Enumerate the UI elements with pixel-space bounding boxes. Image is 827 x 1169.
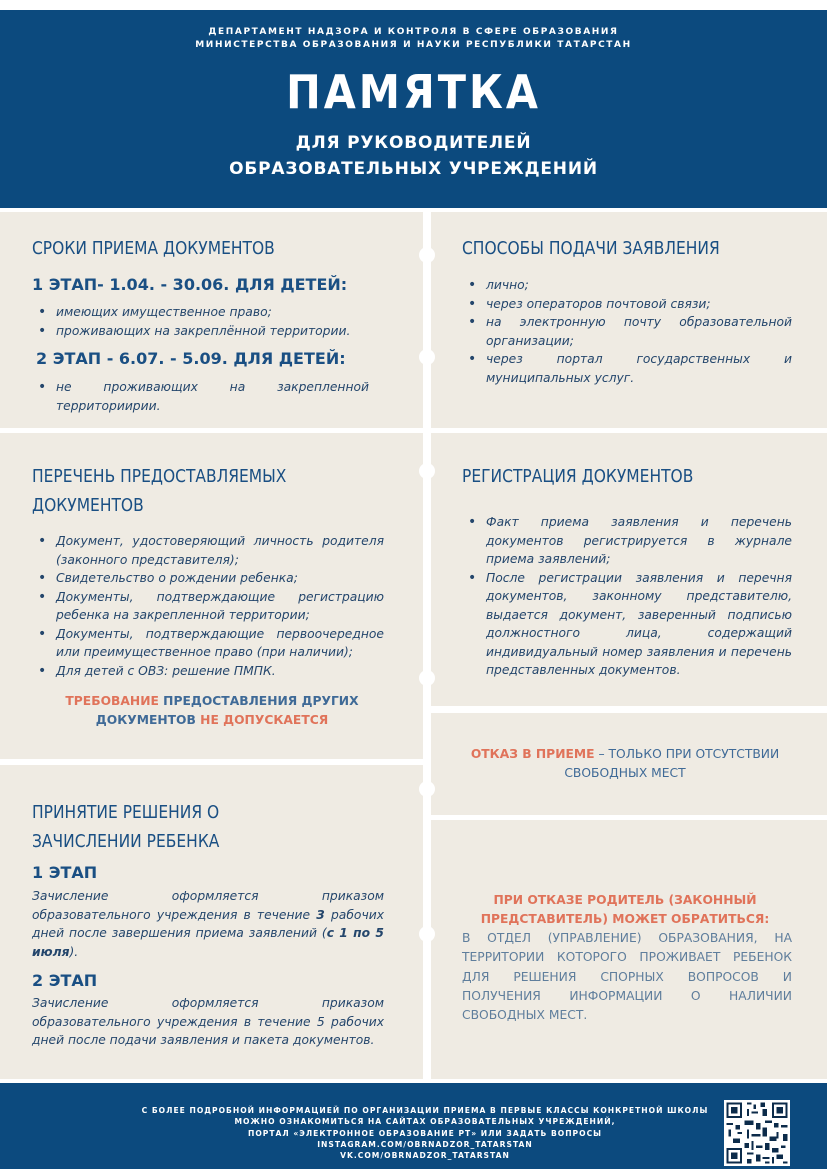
note-word-not-allowed: НЕ ДОПУСКАЕТСЯ (200, 713, 329, 727)
vk-link[interactable]: VK.COM/OBRNADZOR_TATARSTAN (340, 1151, 510, 1161)
footer-line: ПОРТАЛ «ЭЛЕКТРОННОЕ ОБРАЗОВАНИЕ РТ» ИЛИ ЗАДАТЬ ВОПРОСЫ (247, 1128, 603, 1138)
decision-days-count: 3 (316, 907, 325, 922)
appeal-heading (440, 891, 810, 929)
instagram-link[interactable]: INSTAGRAM.COM/OBRNADZOR_TATARSTAN (317, 1139, 533, 1149)
list-item: • не проживающих на закрепленной территориирии. (32, 378, 369, 415)
documents-list (32, 532, 384, 680)
qr-code-icon[interactable] (724, 1100, 790, 1166)
methods-title: СПОСОБЫ ПОДАЧИ ЗАЯВЛЕНИЯ (462, 238, 720, 259)
note-text-part: ПРЕДОСТАВЛЕНИЯ ДРУГИХ (158, 694, 359, 708)
refusal-text: СВОБОДНЫХ МЕСТ (564, 766, 686, 780)
decision-text-part: рабочих дней после завершения приема заявлений ( (32, 907, 384, 940)
deadlines-title: СРОКИ ПРИЕМА ДОКУМЕНТОВ (32, 238, 275, 259)
appeal-text: В ОТДЕЛ (УПРАВЛЕНИЕ) ОБРАЗОВАНИЯ, НА ТЕРРИТОРИИ КОТОРОГО ПРОЖИВАЕТ РЕБЕНОК ДЛЯ РЕШЕНИЯ СПОРНЫХ ВОПРОСОВ И ПОЛУЧЕНИЯ ИНФОРМАЦИИ О НАЛИЧИИ СВОБОДНЫХ МЕСТ. (462, 931, 792, 1023)
appeal-heading-line-2: ПРЕДСТАВИТЕЛЬ) МОЖЕТ ОБРАТИТЬСЯ: (480, 912, 770, 926)
department-name (0, 26, 827, 52)
refusal-text: – ТОЛЬКО ПРИ ОТСУТСТВИИ (594, 747, 780, 761)
refusal-note (440, 745, 810, 783)
decision-stage2-text: Зачисление оформляется приказом образовательного учреждения в течение 5 рабочих дней после подачи заявления и пакета документов. (32, 996, 384, 1047)
footer-line: МОЖНО ОЗНАКОМИТЬСЯ НА САЙТАХ ОБРАЗОВАТЕЛЬНЫХ УЧРЕЖДЕНИЙ, (234, 1117, 616, 1127)
decision-title-line-1: ПРИНЯТИЕ РЕШЕНИЯ О (32, 802, 220, 823)
list-item: • Для детей с ОВЗ: решение ПМПК. (32, 662, 384, 681)
decision-title-line-2: ЗАЧИСЛЕНИИ РЕБЕНКА (32, 831, 220, 852)
divider-dot (419, 463, 435, 479)
header-banner (0, 10, 827, 208)
page-subtitle (0, 130, 827, 182)
documents-requirement-note (32, 692, 392, 730)
stage1-deadline-list (32, 303, 372, 340)
decision-text-part: ). (69, 944, 79, 959)
stage2-deadline-list (32, 378, 369, 415)
list-item: • Факт приема заявления и перечень документов регистрируется в журнале приема заявлений; (462, 513, 792, 569)
appeal-heading-line-1: ПРИ ОТКАЗЕ РОДИТЕЛЬ (ЗАКОННЫЙ (493, 893, 757, 907)
divider-dot (419, 781, 435, 797)
registration-list (462, 513, 792, 680)
department-line-1: ДЕПАРТАМЕНТ НАДЗОРА И КОНТРОЛЯ В СФЕРЕ ОБРАЗОВАНИЯ (208, 27, 619, 37)
decision-dates: с 1 по 5 июля (32, 926, 384, 959)
decision-text-part: Зачисление оформляется приказом образовательного учреждения в течение (32, 889, 384, 922)
list-item: • через операторов почтовой связи; (462, 295, 792, 314)
documents-title (32, 462, 286, 520)
decision-stage2-heading: 2 ЭТАП (32, 971, 98, 990)
stage1-deadline-heading: 1 ЭТАП- 1.04. - 30.06. ДЛЯ ДЕТЕЙ: (32, 275, 348, 294)
divider-dot (419, 670, 435, 686)
note-text-part: ДОКУМЕНТОВ (95, 713, 201, 727)
divider-dot (419, 926, 435, 942)
subtitle-line-1: ДЛЯ РУКОВОДИТЕЛЕЙ (295, 133, 532, 153)
decision-title (32, 798, 219, 856)
divider-dot (419, 349, 435, 365)
list-item: • проживающих на закреплённой территории. (32, 322, 372, 341)
methods-list (462, 276, 792, 387)
list-item: • лично; (462, 276, 792, 295)
stage2-deadline-heading: 2 ЭТАП - 6.07. - 5.09. ДЛЯ ДЕТЕЙ: (36, 349, 346, 368)
footer-line: С БОЛЕЕ ПОДРОБНОЙ ИНФОРМАЦИЕЙ ПО ОРГАНИЗАЦИИ ПРИЕМА В ПЕРВЫЕ КЛАССЫ КОНКРЕТНОЙ ШКОЛЫ (141, 1106, 709, 1115)
list-item: • Документы, подтверждающие регистрацию ребенка на закрепленной территории; (32, 588, 384, 625)
department-line-2: МИНИСТЕРСТВА ОБРАЗОВАНИЯ И НАУКИ РЕСПУБЛИКИ ТАТАРСТАН (195, 40, 632, 50)
list-item: • После регистрации заявления и перечня документов, законному представителю, выдается документ, заверенный подписью должностного лица, содержащий индивидуальный номер заявления и перечень представленных документов. (462, 569, 792, 680)
list-item: • на электронную почту образовательной организации; (462, 313, 792, 350)
list-item: • Документы, подтверждающие первоочередное или преимущественное право (при наличии); (32, 625, 384, 662)
refusal-red-text: ОТКАЗ В ПРИЕМЕ (470, 747, 595, 761)
footer-info (110, 1105, 740, 1161)
note-word-requirement: ТРЕБОВАНИЕ (65, 694, 159, 708)
list-item: • через портал государственных и муниципальных услуг. (462, 350, 792, 387)
footer-banner (0, 1083, 827, 1169)
decision-stage1-heading: 1 ЭТАП (32, 863, 98, 882)
subtitle-line-2: ОБРАЗОВАТЕЛЬНЫХ УЧРЕЖДЕНИЙ (229, 159, 598, 179)
documents-title-line-1: ПЕРЕЧЕНЬ ПРЕДОСТАВЛЯЕМЫХ (32, 466, 287, 487)
decision-stage1-text (32, 887, 384, 961)
list-item: • Свидетельство о рождении ребенка; (32, 569, 384, 588)
page-title: ПАМЯТКА (286, 65, 541, 119)
center-divider (425, 210, 429, 1080)
divider-dot (419, 247, 435, 263)
list-item: • Документ, удостоверяющий личность родителя (законного представителя); (32, 532, 384, 569)
registration-title: РЕГИСТРАЦИЯ ДОКУМЕНТОВ (462, 466, 694, 487)
documents-title-line-2: ДОКУМЕНТОВ (32, 495, 144, 516)
list-item: • имеющих имущественное право; (32, 303, 372, 322)
